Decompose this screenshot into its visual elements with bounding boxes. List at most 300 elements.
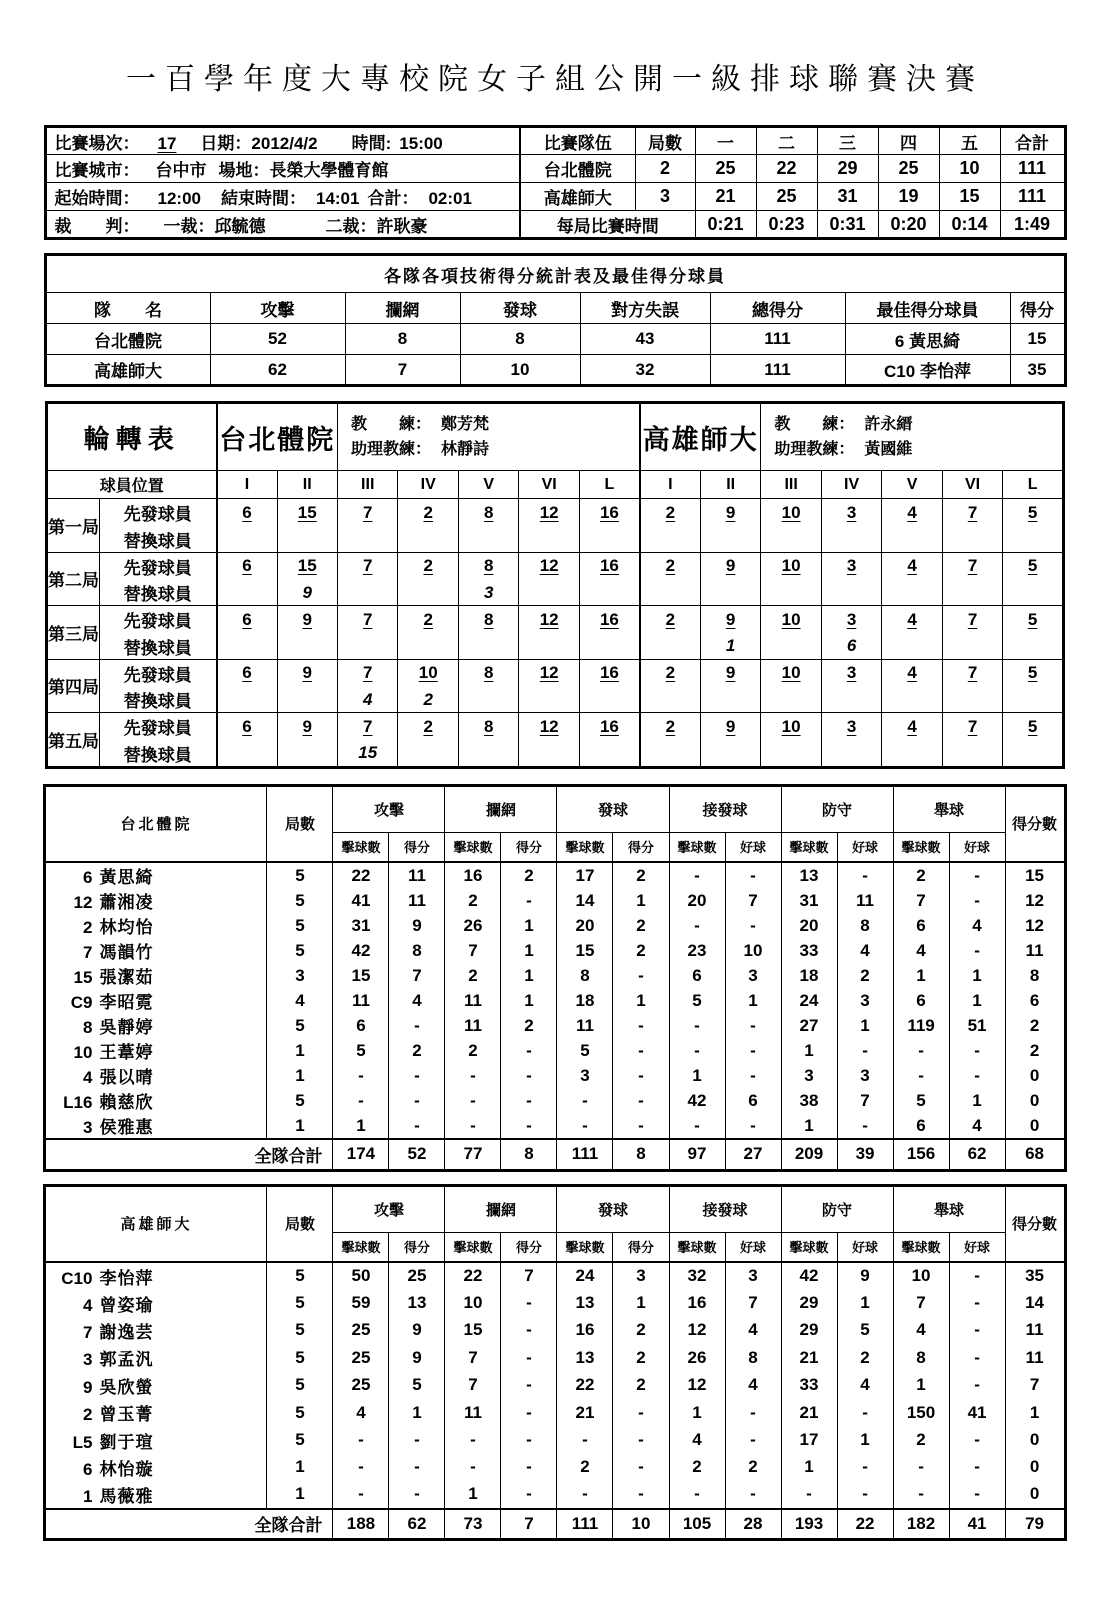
stat-cell: 5 [267,1289,333,1316]
stat-cell: 29 [781,1317,837,1344]
time-value: 15:00 [399,133,443,153]
starter-cell: 2 [640,713,700,741]
stat-cell: 25 [389,1262,445,1289]
stat-cell: - [725,1399,781,1426]
stat-cell: 5 [669,988,725,1013]
session-label: 比賽場次： [54,133,140,153]
position-row-label: 球員位置 [47,471,217,499]
starter-cell: 8 [458,713,518,741]
stat-cell: 2 [389,1038,445,1063]
set-col-header: 五 [939,127,1000,155]
stat-cell: - [501,1088,557,1113]
team-total-row [45,1139,1065,1170]
stat-group-header: 攔網 [445,785,557,832]
stat-subheader: 擊球數 [333,832,389,862]
stat-cell: 2 [613,862,669,888]
set-score: 25 [695,155,756,183]
stat-cell: 12 [1005,888,1065,913]
substitute-cell [519,634,579,660]
team-total-cell: 79 [1005,1509,1065,1540]
team-total-cell: 39 [837,1139,893,1170]
stat-cell: 10 [445,1289,501,1316]
stat-cell: 1 [445,1481,501,1508]
stat-cell: 2 [1005,1013,1065,1038]
substitutes-row-label: 替換球員 [100,741,217,768]
stat-cell: 11 [557,1013,613,1038]
tech-header-cell: 發球 [460,293,580,324]
tech-header-cell: 隊 名 [45,293,210,324]
substitute-cell [337,580,397,606]
stat-cell: 5 [893,1088,949,1113]
position-header: IV [398,471,458,499]
team-total-cell: 28 [725,1509,781,1540]
stat-cell: 3 [613,1262,669,1289]
stat-cell: - [501,1317,557,1344]
stat-cell: 16 [557,1317,613,1344]
substitute-cell [640,687,700,713]
starter-cell: 5 [1003,606,1064,634]
stat-cell: 3 [837,988,893,1013]
stat-cell: 2 [445,963,501,988]
stat-cell: 41 [949,1399,1005,1426]
player-number: 6 [82,1459,93,1479]
player-name: 馮韻竹 [99,943,154,962]
position-header: L [1003,471,1064,499]
stat-cell: - [837,1399,893,1426]
player-number: 10 [73,1043,93,1062]
stat-subheader: 擊球數 [669,1232,725,1262]
stat-cell: - [893,1038,949,1063]
starter-cell: 7 [337,606,397,634]
substitute-cell [700,580,760,606]
stat-cell: 11 [445,1399,501,1426]
tech-header-cell: 對方失誤 [580,293,710,324]
stat-cell: 3 [725,963,781,988]
substitute-cell [640,580,700,606]
coach-name: 鄭芳梵 [441,416,490,433]
starter-cell: 8 [458,659,518,687]
stat-cell: - [389,1481,445,1508]
starter-cell: 7 [337,713,397,741]
position-header: VI [519,471,579,499]
stat-cell: 41 [333,888,389,913]
stat-cell: 1 [781,1113,837,1139]
stat-cell: 7 [837,1088,893,1113]
substitute-cell [1003,634,1064,660]
stat-cell: 11 [445,988,501,1013]
starter-cell: 3 [821,552,881,580]
stat-cell: - [725,1481,781,1508]
starter-cell: 2 [398,552,458,580]
set-score: 22 [756,155,817,183]
starter-cell: 16 [579,659,639,687]
substitute-cell [217,687,277,713]
stat-group-header: 攔網 [445,1185,557,1232]
stat-cell: 31 [333,913,389,938]
player-row [45,862,1065,888]
stat-cell: 5 [267,862,333,888]
player-row [45,1481,1065,1508]
stat-cell: 5 [389,1372,445,1399]
stat-cell: 33 [781,1372,837,1399]
substitute-cell [761,527,821,553]
match-meta-row-referees [45,211,520,239]
stat-cell: 8 [389,938,445,963]
stat-cell: 9 [389,1344,445,1371]
player-number: 8 [82,1018,93,1037]
player-row [45,1289,1065,1316]
stat-cell: - [501,1289,557,1316]
stat-cell: 7 [445,1372,501,1399]
stat-subheader: 得分 [613,832,669,862]
set-duration: 0:21 [695,211,756,239]
tech-stat-cell: 8 [460,324,580,355]
player-number: 3 [82,1118,93,1137]
starter-cell: 16 [579,552,639,580]
stat-cell: 4 [725,1372,781,1399]
stat-group-header: 發球 [557,785,669,832]
tech-stat-cell: 8 [345,324,460,355]
stat-cell: - [613,1013,669,1038]
stat-cell: 18 [557,988,613,1013]
stat-cell: 1 [781,1454,837,1481]
stat-cell: 38 [781,1088,837,1113]
substitute-cell [942,741,1002,768]
city-value: 台中市 [155,161,207,180]
stat-subheader: 擊球數 [445,832,501,862]
stat-subheader: 擊球數 [669,832,725,862]
substitute-cell [1003,580,1064,606]
starter-cell: 6 [217,659,277,687]
coach-label: 教 練： [774,416,855,433]
stat-cell: - [333,1088,389,1113]
set-score-total: 111 [1000,155,1065,183]
substitute-cell [398,527,458,553]
substitute-cell [519,741,579,768]
city-label: 比賽城市： [54,161,140,180]
stat-cell: 7 [1005,1372,1065,1399]
player-name: 李昭霓 [99,993,154,1012]
team-total-cell: 22 [837,1509,893,1540]
stat-cell: 1 [613,1289,669,1316]
stat-cell: - [725,1038,781,1063]
stat-cell: 2 [669,1454,725,1481]
stat-subheader: 好球 [837,832,893,862]
tech-stat-cell: 32 [580,355,710,386]
team-total-cell: 68 [1005,1139,1065,1170]
stat-cell: 18 [781,963,837,988]
stat-cell: 3 [781,1063,837,1088]
stat-group-header: 防守 [781,1185,893,1232]
substitute-cell [1003,741,1064,768]
stat-cell: 2 [613,1372,669,1399]
stat-cell: 15 [445,1317,501,1344]
player-name-cell [45,1344,267,1371]
team-total-cell: 182 [893,1509,949,1540]
starter-cell: 12 [519,713,579,741]
stats-team-name: 台北體院 [45,785,267,862]
stat-cell: - [501,1481,557,1508]
stat-cell: 8 [1005,963,1065,988]
stat-cell: 22 [333,862,389,888]
stat-cell: 15 [333,963,389,988]
stat-cell: 1 [781,1038,837,1063]
stat-cell: 1 [669,1399,725,1426]
stat-group-header: 攻擊 [333,785,445,832]
stat-cell: - [837,1481,893,1508]
stat-cell: - [725,913,781,938]
stat-cell: 22 [557,1372,613,1399]
player-name: 曾玉菁 [99,1405,154,1425]
stat-cell: - [949,888,1005,913]
starter-cell: 5 [1003,499,1064,527]
starter-cell: 15 [277,499,337,527]
stat-cell: 5 [267,938,333,963]
starter-cell: 10 [761,659,821,687]
stat-cell: 7 [389,963,445,988]
teams-column-header: 比賽隊伍 [520,127,635,155]
player-name-cell [45,1262,267,1289]
stat-cell: 4 [669,1426,725,1453]
stat-cell: - [781,1481,837,1508]
stat-cell: 31 [781,888,837,913]
starter-cell: 12 [519,606,579,634]
stat-cell: 6 [893,1113,949,1139]
team-total-cell: 41 [949,1509,1005,1540]
sets-played-header: 局數 [267,785,333,862]
stat-cell: - [445,1426,501,1453]
stat-group-header: 攻擊 [333,1185,445,1232]
stat-cell: 10 [893,1262,949,1289]
player-name-cell [45,1113,267,1139]
team2-stats-table [43,1184,1066,1542]
stat-cell: 24 [781,988,837,1013]
team-total-cell: 10 [613,1509,669,1540]
player-name: 吳靜婷 [99,1018,154,1037]
starter-cell: 4 [882,499,942,527]
set-label: 第四局 [47,659,100,713]
first-referee-label: 一裁： [163,216,215,236]
substitute-cell [519,527,579,553]
stat-cell: 42 [781,1262,837,1289]
second-referee-label: 二裁： [325,216,377,236]
stat-cell: - [445,1113,501,1139]
stat-cell: 10 [725,938,781,963]
stat-subheader: 擊球數 [557,832,613,862]
starter-cell: 9 [700,552,760,580]
substitute-cell [398,741,458,768]
rotation-team1-name: 台北體院 [217,403,338,471]
player-number: 7 [82,943,93,962]
dur-label: 合計： [367,189,419,208]
player-number: 12 [73,893,93,912]
starter-cell: 7 [942,499,1002,527]
stat-cell: 4 [725,1317,781,1344]
stat-cell: - [669,1113,725,1139]
player-row [45,1426,1065,1453]
substitute-cell [458,741,518,768]
substitute-cell [761,634,821,660]
stat-cell: 11 [1005,938,1065,963]
position-header: V [458,471,518,499]
team-total-cell: 174 [333,1139,389,1170]
stat-cell: - [389,1063,445,1088]
stat-cell: 5 [837,1317,893,1344]
substitute-cell [217,741,277,768]
player-row [45,938,1065,963]
starter-cell: 5 [1003,552,1064,580]
stat-cell: 0 [1005,1426,1065,1453]
stat-cell: 9 [837,1262,893,1289]
substitute-cell [761,580,821,606]
stat-cell: 13 [557,1289,613,1316]
player-row [45,963,1065,988]
stat-cell: 3 [837,1063,893,1088]
set-score: 21 [695,183,756,211]
stat-cell: - [557,1426,613,1453]
stat-cell: 8 [837,913,893,938]
stat-cell: 2 [893,862,949,888]
substitute-cell [458,634,518,660]
stat-cell: 7 [501,1262,557,1289]
stat-cell: - [613,1113,669,1139]
starter-cell: 9 [277,606,337,634]
stat-cell: - [501,1344,557,1371]
stat-cell: 0 [1005,1113,1065,1139]
stat-cell: 1 [949,1088,1005,1113]
substitute-cell [579,687,639,713]
substitute-cell [519,580,579,606]
date-label: 日期： [200,133,252,153]
stat-group-header: 接發球 [669,785,781,832]
player-name: 吳欣螢 [99,1377,154,1397]
stat-cell: 42 [333,938,389,963]
stat-cell: 21 [781,1344,837,1371]
starter-cell: 7 [942,713,1002,741]
starters-row-label: 先發球員 [100,499,217,527]
stat-cell: - [893,1454,949,1481]
rotation-team2-name: 高雄師大 [640,403,761,471]
player-name: 馬薇雅 [99,1486,154,1506]
starters-row-label: 先發球員 [100,552,217,580]
player-name-cell [45,888,267,913]
starter-cell: 6 [217,499,277,527]
starter-cell: 16 [579,606,639,634]
stat-cell: - [613,1038,669,1063]
set-score: 29 [817,155,878,183]
stat-cell: 6 [893,913,949,938]
stat-cell: - [501,1372,557,1399]
stat-cell: 5 [267,1372,333,1399]
player-row [45,1013,1065,1038]
substitute-cell: 1 [700,634,760,660]
stat-cell: 14 [1005,1289,1065,1316]
stats-team-name: 高雄師大 [45,1185,267,1262]
player-name-cell [45,963,267,988]
stat-cell: 8 [725,1344,781,1371]
player-row [45,1399,1065,1426]
stat-cell: - [445,1454,501,1481]
stat-cell: 1 [267,1038,333,1063]
player-name: 李怡萍 [99,1268,154,1288]
team-total-cell: 73 [445,1509,501,1540]
stat-group-header: 發球 [557,1185,669,1232]
stat-cell: 2 [893,1426,949,1453]
stat-cell: 4 [389,988,445,1013]
team-total-cell: 77 [445,1139,501,1170]
stat-cell: 4 [949,913,1005,938]
substitute-cell [217,580,277,606]
match-info-table [44,125,1067,240]
substitute-cell [458,527,518,553]
player-row [45,1344,1065,1371]
set-duration: 0:14 [939,211,1000,239]
stat-cell: 7 [893,888,949,913]
substitute-cell [640,634,700,660]
starter-cell: 5 [1003,713,1064,741]
player-row [45,1088,1065,1113]
tech-header-cell: 得分 [1010,293,1065,324]
substitute-cell [882,580,942,606]
rotation-table [45,401,1065,769]
first-referee-name: 邱毓德 [214,216,266,236]
substitute-cell [700,741,760,768]
sets-won: 3 [635,183,695,211]
substitute-cell [942,527,1002,553]
substitute-cell [1003,687,1064,713]
substitute-cell [277,741,337,768]
stat-cell: 12 [669,1372,725,1399]
stat-cell: - [333,1063,389,1088]
player-name-cell [45,1372,267,1399]
player-number: C10 [61,1268,93,1288]
stat-cell: 1 [1005,1399,1065,1426]
substitute-cell [579,741,639,768]
page-title: 一百學年度大專校院女子組公開一級排球聯賽決賽 [126,62,984,97]
player-number: 9 [82,1377,93,1397]
starter-cell: 4 [882,606,942,634]
stat-cell: 2 [1005,1038,1065,1063]
substitutes-row-label: 替換球員 [100,634,217,660]
stat-cell: - [949,1481,1005,1508]
substitute-cell [942,580,1002,606]
stat-cell: - [501,1063,557,1088]
starter-cell: 16 [579,713,639,741]
player-row [45,1454,1065,1481]
set-duration: 0:23 [756,211,817,239]
stat-subheader: 好球 [725,832,781,862]
set-score: 31 [817,183,878,211]
stat-cell: - [613,963,669,988]
stat-cell: 1 [837,1013,893,1038]
tech-stat-cell: 52 [210,324,345,355]
stat-cell: - [389,1013,445,1038]
stat-subheader: 得分 [501,832,557,862]
stat-cell: - [669,1013,725,1038]
stat-cell: 6 [669,963,725,988]
stat-group-header: 防守 [781,785,893,832]
set-duration: 0:20 [878,211,939,239]
stat-cell: - [613,1399,669,1426]
tech-stat-cell: 7 [345,355,460,386]
player-name: 張潔茹 [99,968,154,987]
tech-stat-cell: 10 [460,355,580,386]
stat-cell: 21 [781,1399,837,1426]
stat-cell: - [613,1063,669,1088]
starter-cell: 9 [700,713,760,741]
stat-cell: 2 [837,963,893,988]
set-score: 25 [756,183,817,211]
